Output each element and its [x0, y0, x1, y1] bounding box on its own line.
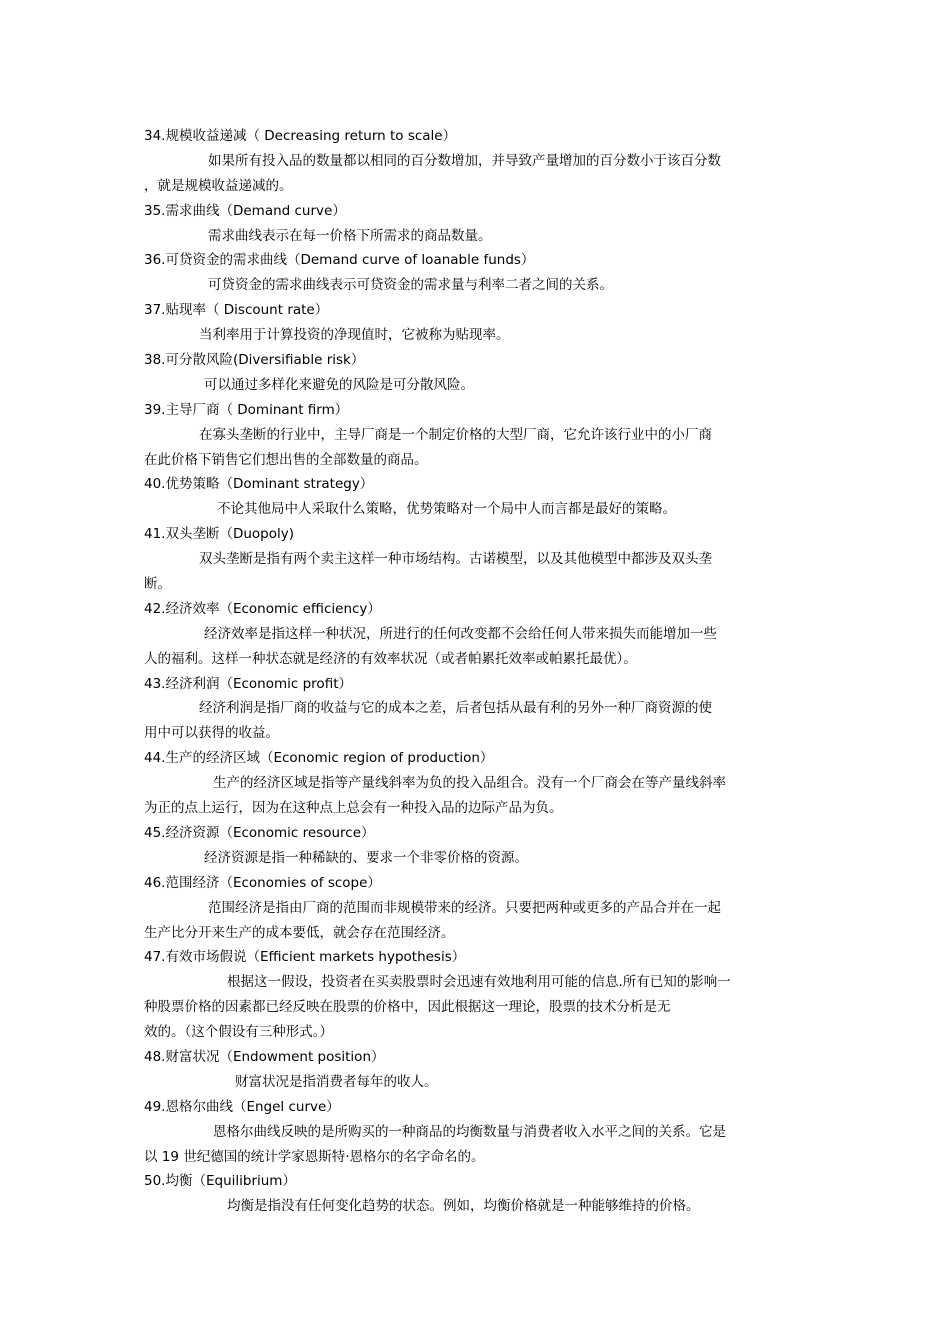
term-heading: 41.双头垄断（Duopoly) — [144, 526, 295, 543]
term-heading: 38.可分散风险(Diversifiable risk） — [144, 352, 365, 369]
definition-line: 生产的经济区域是指等产量线斜率为负的投入品组合。没有一个厂商会在等产量线斜率 — [213, 775, 726, 792]
definition-line: 不论其他局中人采取什么策略，优势策略对一个局中人而言都是最好的策略。 — [217, 501, 676, 518]
definition-line: 财富状况是指消费者每年的收人。 — [235, 1073, 438, 1090]
term-heading: 39.主导厂商（ Dominant firm） — [144, 401, 349, 418]
term-heading: 44.生产的经济区域（Economic region of production） — [144, 750, 494, 767]
definition-line: 经济资源是指一种稀缺的、要求一个非零价格的资源。 — [204, 849, 528, 866]
term-heading: 45.经济资源（Economic resource） — [144, 824, 375, 841]
term-heading: 34.规模收益递减（ Decreasing return to scale） — [144, 128, 457, 144]
definition-line: 均衡是指没有任何变化趋势的状态。例如，均衡价格就是一种能够维持的价格。 — [227, 1198, 700, 1215]
term-heading: 48.财富状况（Endowment position） — [144, 1048, 385, 1065]
term-heading: 40.优势策略（Dominant strategy） — [144, 476, 374, 493]
definition-line: ，就是规模收益递减的。 — [144, 177, 293, 194]
definition-line: 恩格尔曲线反映的是所购买的一种商品的均衡数量与消费者收入水平之间的关系。它是 — [213, 1123, 726, 1140]
definition-line: 经济利润是指厂商的收益与它的成本之差，后者包括从最有利的另外一种厂商资源的使 — [199, 700, 712, 717]
definition-line: 人的福利。这样一种状态就是经济的有效率状况（或者帕累托效率或帕累托最优）。 — [144, 650, 637, 667]
definition-line: 双头垄断是指有两个卖主这样一种市场结构。古诺模型，以及其他模型中都涉及双头垄 — [199, 551, 712, 568]
definition-line: 当利率用于计算投资的净现值时，它被称为贴现率。 — [199, 327, 510, 344]
term-heading: 42.经济效率（Economic efficiency） — [144, 600, 381, 617]
definition-line: 以 19 世纪德国的统计学家恩斯特·恩格尔的名字命名的。 — [144, 1148, 485, 1165]
term-heading: 49.恩格尔曲线（Engel curve） — [144, 1098, 340, 1115]
term-heading: 47.有效市场假说（Efficient markets hypothesis） — [144, 949, 466, 966]
definition-line: 可贷资金的需求曲线表示可贷资金的需求量与利率二者之间的关系。 — [208, 277, 613, 294]
definition-line: 在此价格下销售它们想出售的全部数量的商品。 — [144, 451, 428, 468]
definition-line: 种股票价格的因素都已经反映在股票的价格中，因此根据这一理论，股票的技术分析是无 — [144, 999, 671, 1016]
definition-line: 断。 — [144, 576, 171, 593]
document-page — [144, 124, 764, 1219]
term-heading: 46.范围经济（Economies of scope） — [144, 874, 381, 891]
term-heading: 37.贴现率（ Discount rate） — [144, 302, 329, 319]
definition-line: 需求曲线表示在每一价格下所需求的商品数量。 — [208, 227, 492, 244]
definition-line: 根据这一假设，投资者在买卖股票时会迅速有效地利用可能的信息.所有已知的影响一 — [227, 974, 731, 991]
definition-line: 可以通过多样化来避免的风险是可分散风险。 — [204, 376, 474, 393]
definition-line: 在寡头垄断的行业中，主导厂商是一个制定价格的大型厂商，它允许该行业中的小厂商 — [199, 426, 712, 443]
definition-line: 范围经济是指由厂商的范围而非规模带来的经济。只要把两种或更多的产品合并在一起 — [208, 899, 721, 916]
definition-line: 效的。（这个假设有三种形式。） — [144, 1024, 333, 1041]
term-heading: 36.可贷资金的需求曲线（Demand curve of loanable funds） — [144, 252, 535, 269]
term-heading: 50.均衡（Equilibrium） — [144, 1173, 296, 1190]
definition-line: 用中可以获得的收益。 — [144, 725, 279, 742]
definition-line: 为正的点上运行，因为在这种点上总会有一种投入品的边际产品为负。 — [144, 800, 563, 817]
definition-line: 如果所有投入品的数量都以相同的百分数增加，并导致产量增加的百分数小于该百分数 — [208, 152, 721, 169]
definition-line: 生产比分开来生产的成本要低，就会存在范围经济。 — [144, 924, 455, 941]
term-heading: 43.经济利润（Economic profit） — [144, 675, 352, 692]
term-heading: 35.需求曲线（Demand curve） — [144, 202, 346, 219]
definition-line: 经济效率是指这样一种状况，所进行的任何改变都不会给任何人带来损失而能增加一些 — [204, 625, 717, 642]
